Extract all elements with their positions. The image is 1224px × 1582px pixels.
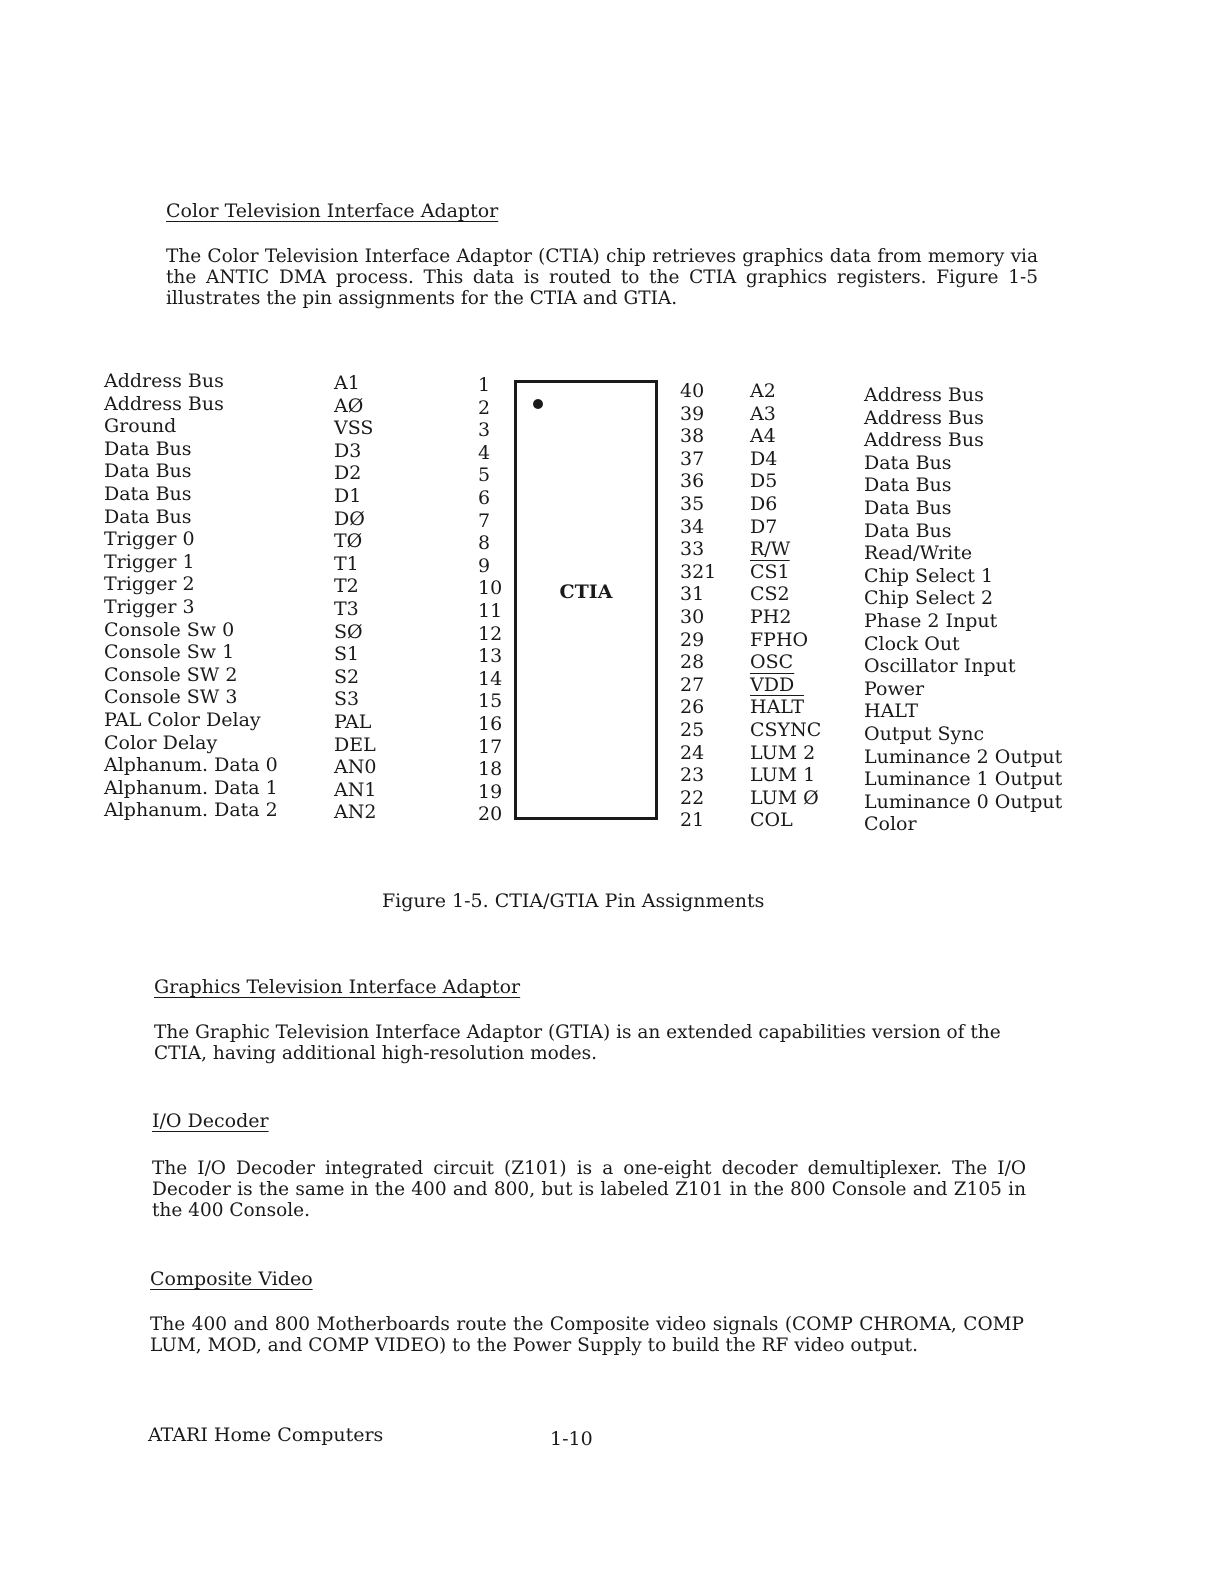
pin-number: 2 [478, 396, 491, 419]
pin-description: Data Bus [864, 519, 952, 542]
pin-description: Address Bus [104, 370, 224, 392]
pin-description: Trigger 0 [104, 528, 195, 551]
io-decoder-paragraph [152, 1158, 1026, 1221]
pin-signal: A2 [750, 380, 776, 402]
page-number: 1-10 [550, 1428, 593, 1450]
pin-description: Data Bus [864, 496, 952, 519]
pin-signal: OSC [750, 651, 794, 674]
pin-description: Luminance 1 Output [864, 768, 1063, 791]
pin-description: Ground [104, 415, 177, 438]
pin-signal: LUM Ø [750, 786, 819, 809]
pin-description: Address Bus [864, 384, 984, 406]
pin-number: 25 [680, 718, 705, 741]
pin-signal: FPHO [750, 628, 809, 651]
pin-description: Oscillator Input [864, 655, 1016, 678]
pin1-marker [533, 399, 543, 409]
pin-description: Trigger 3 [104, 595, 195, 618]
pin-description: Console Sw 1 [104, 641, 235, 664]
composite-video-paragraph [150, 1314, 1024, 1356]
pin-signal: D4 [750, 447, 778, 470]
pin-description: Data Bus [104, 460, 192, 483]
left-pin-signals [334, 372, 376, 824]
pin-number: 38 [680, 425, 705, 448]
pin-number: 4 [478, 441, 491, 464]
pin-number: 27 [680, 673, 705, 696]
pin-description: Alphanum. Data 1 [104, 776, 278, 799]
right-pin-signals [750, 380, 821, 832]
pin-number: 36 [680, 470, 705, 493]
pin-signal: LUM 2 [750, 741, 816, 764]
pin-number: 34 [680, 515, 705, 538]
ctia-paragraph-text: The Color Television Interface Adaptor (CTIA) chip retrieves graphics data from memory via the ANTIC DMA process. This data is routed to the CTIA graphics registers. Figure 1-5 illustrates the pin assignments for the CTIA and GTIA. [166, 246, 1038, 309]
pin-number: 8 [478, 532, 491, 555]
pin-description: Trigger 2 [104, 573, 195, 596]
pin-description: PAL Color Delay [104, 708, 261, 731]
pin-signal: VSS [334, 417, 374, 440]
pin-description: Console Sw 0 [104, 618, 235, 641]
io-decoder-paragraph-text: The I/O Decoder integrated circuit (Z101) is a one-eight decoder demultiplexer. The I/O Decoder is the same in the 400 and 800, but is labeled Z101 in the 800 Console and Z105 in the 400 Console. [152, 1158, 1026, 1221]
pin-signal: SØ [334, 620, 363, 643]
pin-description: Color [864, 813, 917, 836]
pin-signal: S3 [334, 688, 360, 711]
composite-video-heading: Composite Video [150, 1268, 313, 1290]
pin-signal: A4 [750, 425, 776, 448]
pin-description: Data Bus [864, 451, 952, 474]
pin-signal: D2 [334, 462, 362, 485]
pin-signal: CS2 [750, 583, 790, 606]
pin-description: Data Bus [104, 437, 192, 460]
pin-signal: AØ [334, 394, 364, 417]
chip-label: CTIA [559, 581, 613, 603]
pin-number: 16 [478, 712, 503, 735]
right-pin-numbers [680, 380, 716, 832]
pin-description: Chip Select 1 [864, 564, 994, 587]
pin-signal: TØ [334, 530, 363, 553]
pin-signal: S1 [334, 643, 360, 666]
pin-signal: AN0 [334, 756, 377, 779]
pin-number: 11 [478, 599, 503, 622]
pin-signal: HALT [750, 696, 805, 719]
pin-signal: LUM 1 [750, 764, 816, 787]
left-pin-numbers [478, 374, 502, 826]
composite-video-paragraph-text: The 400 and 800 Motherboards route the Composite video signals (COMP CHROMA, COMP LUM, MOD, and COMP VIDEO) to the Power Supply to build the RF video output. [150, 1314, 1024, 1356]
pin-number: 321 [680, 560, 717, 583]
pin-number: 23 [680, 764, 705, 787]
pin-number: 40 [680, 380, 705, 402]
pin-signal: D3 [334, 439, 362, 462]
pin-description: Data Bus [104, 482, 192, 505]
pin-signal: CS1 [750, 560, 790, 583]
pin-description: Console SW 3 [104, 686, 238, 709]
pin-number: 19 [478, 780, 503, 803]
pin-signal: DØ [334, 507, 365, 530]
pin-number: 33 [680, 538, 705, 561]
pin-number: 17 [478, 735, 503, 758]
pin-description: Read/Write [864, 542, 973, 565]
gtia-heading: Graphics Television Interface Adaptor [154, 976, 521, 998]
pin-number: 31 [680, 583, 705, 606]
pin-number: 20 [478, 803, 503, 826]
pin-description: Output Sync [864, 722, 985, 745]
pin-signal: COL [750, 809, 793, 832]
pin-signal: D7 [750, 515, 778, 538]
pin-number: 26 [680, 696, 705, 719]
pin-description: Address Bus [104, 392, 224, 415]
pin-number: 24 [680, 741, 705, 764]
pin-description: Address Bus [864, 406, 984, 429]
pin-signal: AN2 [334, 801, 377, 824]
pin-description: Address Bus [864, 429, 984, 452]
pin-description: Console SW 2 [104, 663, 238, 686]
pin-signal: DEL [334, 733, 376, 756]
pin-signal: PH2 [750, 605, 792, 628]
pin-signal: $\overline{VDD}$ [750, 673, 795, 696]
right-pin-descriptions [864, 384, 1062, 836]
pin-signal: T1 [334, 552, 359, 575]
pin-description: Trigger 1 [104, 550, 195, 573]
pin-number: 39 [680, 402, 705, 425]
pin-number: 7 [478, 509, 491, 532]
pin-description: Color Delay [104, 731, 218, 754]
gtia-paragraph [154, 1022, 1028, 1064]
pin-signal: CSYNC [750, 718, 822, 741]
pin-number: 28 [680, 651, 705, 674]
pin-signal: T2 [334, 575, 359, 598]
pin-number: 6 [478, 486, 491, 509]
pin-number: 14 [478, 667, 503, 690]
ctia-heading: Color Television Interface Adaptor [166, 200, 499, 222]
pin-number: 21 [680, 809, 705, 832]
figure-caption: Figure 1-5. CTIA/GTIA Pin Assignments [382, 890, 765, 912]
pin-number: 30 [680, 605, 705, 628]
io-decoder-heading: I/O Decoder [152, 1110, 269, 1132]
pin-number: 10 [478, 577, 503, 600]
pin-signal: PAL [334, 710, 372, 733]
pin-description: Data Bus [104, 505, 192, 528]
pin-signal: S2 [334, 665, 360, 688]
pin-description: Luminance 0 Output [864, 790, 1063, 813]
ctia-paragraph [166, 246, 1038, 309]
pin-description: Phase 2 Input [864, 609, 998, 632]
pin-signal: A3 [750, 402, 776, 425]
pin-number: 5 [478, 464, 491, 487]
pin-signal: R/W [750, 538, 791, 561]
pin-description: Alphanum. Data 2 [104, 799, 278, 822]
pin-number: 35 [680, 492, 705, 515]
pin-number: 9 [478, 554, 491, 577]
pin-number: 15 [478, 690, 503, 713]
pin-description: Alphanum. Data 0 [104, 754, 278, 777]
pin-description: Power [864, 677, 925, 700]
pin-number: 1 [478, 374, 491, 396]
pin-signal: D5 [750, 470, 778, 493]
pin-signal: D1 [334, 484, 362, 507]
pin-description: Chip Select 2 [864, 587, 994, 610]
pin-description: Luminance 2 Output [864, 745, 1063, 768]
pin-number: 37 [680, 447, 705, 470]
pin-number: 18 [478, 758, 503, 781]
pin-number: 22 [680, 786, 705, 809]
pin-description: Data Bus [864, 474, 952, 497]
pin-number: 13 [478, 645, 503, 668]
chip-outline [514, 380, 658, 820]
pin-number: 29 [680, 628, 705, 651]
pin-signal: T3 [334, 597, 359, 620]
pin-signal: A1 [334, 372, 360, 394]
gtia-paragraph-text: The Graphic Television Interface Adaptor (GTIA) is an extended capabilities version of the CTIA, having additional high-resolution modes. [154, 1022, 1001, 1064]
pin-description: HALT [864, 700, 919, 723]
left-pin-descriptions [104, 370, 278, 822]
pin-description: Clock Out [864, 632, 960, 655]
pin-number: 12 [478, 622, 503, 645]
pin-signal: D6 [750, 492, 778, 515]
pin-number: 3 [478, 419, 491, 442]
footer-title: ATARI Home Computers [148, 1424, 384, 1446]
pin-signal: AN1 [334, 778, 377, 801]
